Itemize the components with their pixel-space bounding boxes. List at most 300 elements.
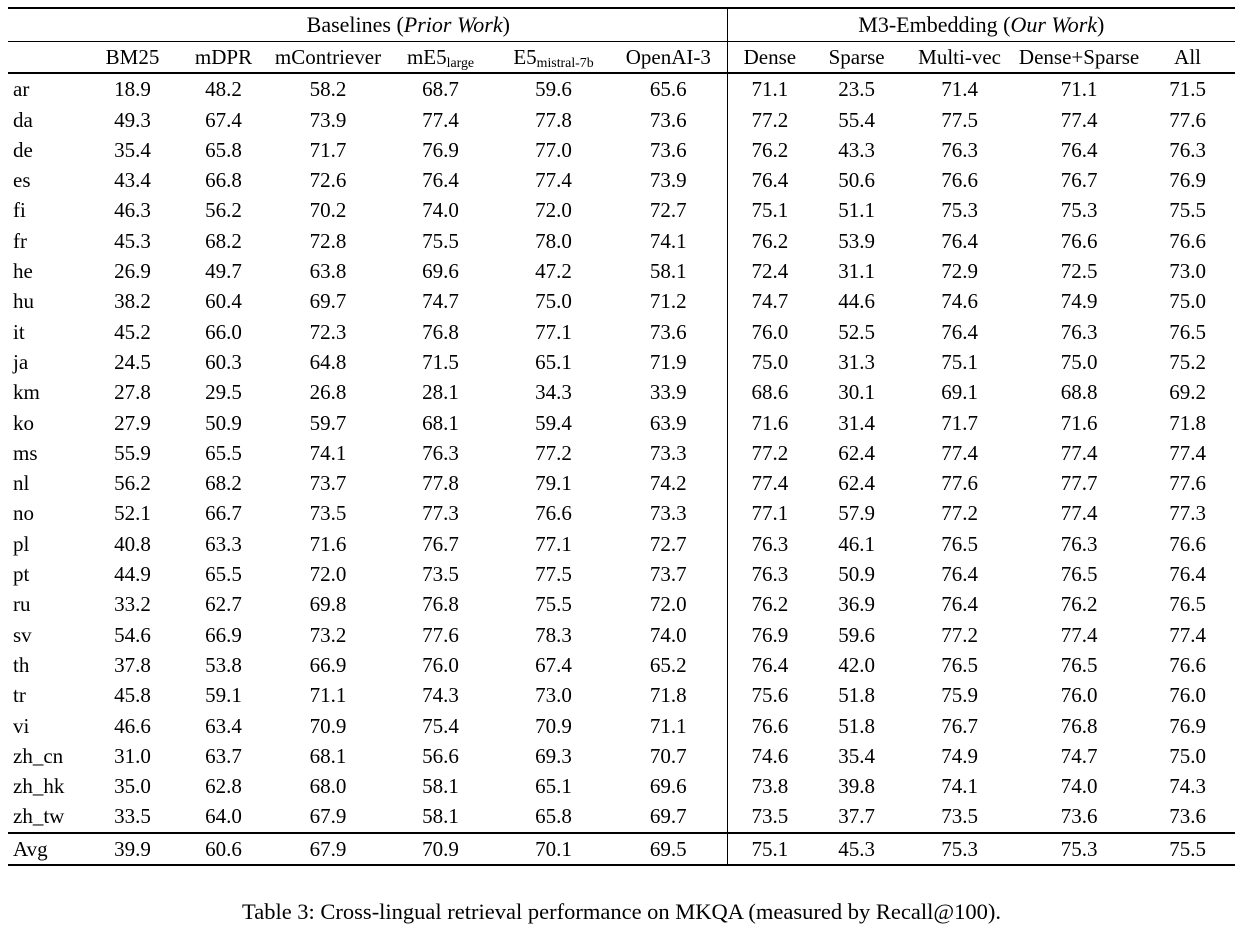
cell-mdpr: 53.8	[205, 652, 242, 677]
cell-sparse: 57.9	[838, 501, 875, 526]
cell-all: 76.9	[1169, 168, 1206, 193]
cell-dense: 74.7	[727, 286, 812, 316]
cell-e5-mistral-7b: 65.8	[535, 804, 572, 829]
cell-openai-3: 72.0	[649, 592, 687, 617]
cell-bm25: 55.9	[114, 440, 151, 465]
cell-mcontriever: 69.7	[309, 289, 347, 314]
cell-bm25: 46.3	[114, 198, 151, 223]
cell-bm25: 33.5	[114, 804, 151, 829]
table-row	[8, 741, 1235, 771]
cell-dense-plus-sparse: 75.0	[1060, 349, 1098, 374]
cell-me5-large: 71.5	[422, 349, 459, 374]
cell-mdpr: 59.1	[205, 683, 242, 708]
cell-dense: 76.2	[727, 589, 812, 619]
table-row	[8, 771, 1235, 801]
cell-me5-large: 76.4	[422, 168, 459, 193]
row-language-label: fi	[13, 198, 26, 223]
cell-multi-vec: 76.5	[941, 652, 978, 677]
cell-bm25: 33.2	[114, 592, 151, 617]
cell-me5-large: 56.6	[422, 743, 459, 768]
cell-multi-vec: 71.7	[941, 410, 978, 435]
cell-e5-mistral-7b: 76.6	[535, 501, 572, 526]
cell-multi-vec: 76.4	[941, 319, 978, 344]
cell-sparse: 59.6	[838, 622, 875, 647]
cell-openai-3: 72.7	[649, 198, 687, 223]
cell-multi-vec: 76.7	[941, 713, 978, 738]
cell-mdpr: 64.0	[205, 804, 242, 829]
cell-dense: 74.6	[727, 741, 812, 771]
cell-me5-large: 70.9	[384, 833, 497, 865]
cell-openai-3: 69.6	[649, 774, 687, 799]
row-language-label: vi	[13, 713, 30, 738]
cell-multi-vec: 74.1	[941, 774, 978, 799]
cell-bm25: 39.9	[90, 833, 175, 865]
cell-sparse: 30.1	[838, 380, 875, 405]
cell-dense: 75.0	[727, 347, 812, 377]
cell-sparse: 39.8	[838, 774, 875, 799]
row-language-label: sv	[13, 622, 32, 647]
cell-dense: 73.8	[727, 771, 812, 801]
cell-e5-mistral-7b: 77.1	[535, 319, 572, 344]
cell-mdpr: 60.4	[205, 289, 242, 314]
cell-dense: 77.2	[727, 105, 812, 135]
row-language-label: zh_cn	[13, 743, 64, 768]
table-row	[8, 468, 1235, 498]
table-row	[8, 377, 1235, 407]
group-header-m3-embedding	[727, 8, 1235, 42]
cell-bm25: 38.2	[114, 289, 151, 314]
cell-dense-plus-sparse: 71.6	[1060, 410, 1098, 435]
cell-e5-mistral-7b: 69.3	[535, 743, 572, 768]
cell-me5-large: 58.1	[422, 774, 459, 799]
cell-multi-vec: 77.4	[941, 440, 978, 465]
cell-openai-3: 73.6	[649, 137, 687, 162]
cell-all: 75.0	[1169, 743, 1206, 768]
cell-sparse: 50.9	[838, 562, 875, 587]
cell-mcontriever: 66.9	[309, 652, 347, 677]
table-row	[8, 347, 1235, 377]
cell-mdpr: 48.2	[205, 77, 242, 102]
table-row	[8, 226, 1235, 256]
cell-dense-plus-sparse: 76.3	[1060, 531, 1098, 556]
cell-bm25: 35.0	[114, 774, 151, 799]
col-header-multi-vec: Multi-vec	[901, 42, 1018, 74]
cell-dense-plus-sparse: 77.4	[1060, 440, 1098, 465]
cell-openai-3: 74.2	[649, 471, 687, 496]
cell-mcontriever: 72.0	[309, 562, 347, 587]
cell-sparse: 51.8	[838, 683, 875, 708]
cell-openai-3: 33.9	[649, 380, 687, 405]
cell-bm25: 43.4	[114, 168, 151, 193]
cell-all: 76.0	[1169, 683, 1206, 708]
cell-bm25: 46.6	[114, 713, 151, 738]
cell-dense-plus-sparse: 77.4	[1060, 501, 1098, 526]
cell-e5-mistral-7b: 77.0	[535, 137, 572, 162]
cell-dense-plus-sparse: 76.3	[1060, 319, 1098, 344]
cell-multi-vec: 76.3	[941, 137, 978, 162]
cell-e5-mistral-7b: 59.4	[535, 410, 572, 435]
cell-bm25: 45.8	[114, 683, 151, 708]
cell-all: 74.3	[1169, 774, 1206, 799]
cell-me5-large: 74.0	[422, 198, 459, 223]
table-row	[8, 256, 1235, 286]
cell-mdpr: 63.3	[205, 531, 242, 556]
cell-openai-3: 65.6	[649, 77, 687, 102]
row-language-label: fr	[13, 228, 27, 253]
cell-bm25: 24.5	[114, 349, 151, 374]
row-language-label: hu	[13, 289, 34, 314]
cell-all: 77.4	[1169, 622, 1206, 647]
row-language-label: tr	[13, 683, 26, 708]
cell-mcontriever: 67.9	[309, 804, 347, 829]
cell-sparse: 44.6	[838, 289, 875, 314]
cell-openai-3: 72.7	[649, 531, 687, 556]
cell-sparse: 46.1	[838, 531, 875, 556]
cell-openai-3: 71.1	[649, 713, 687, 738]
cell-e5-mistral-7b: 77.5	[535, 562, 572, 587]
cell-me5-large: 77.3	[422, 501, 459, 526]
cell-all: 75.5	[1140, 833, 1235, 865]
cell-openai-3: 74.0	[649, 622, 687, 647]
col-header-dense: Dense	[727, 42, 812, 74]
cell-e5-mistral-7b: 77.8	[535, 107, 572, 132]
cell-sparse: 42.0	[838, 652, 875, 677]
table-row	[8, 498, 1235, 528]
col-header-lang	[8, 42, 90, 74]
cell-multi-vec: 75.1	[941, 349, 978, 374]
cell-mdpr: 68.2	[205, 471, 242, 496]
cell-all: 76.6	[1169, 531, 1206, 556]
cell-sparse: 62.4	[838, 440, 875, 465]
cell-dense: 76.9	[727, 620, 812, 650]
cell-dense: 75.6	[727, 680, 812, 710]
cell-e5-mistral-7b: 59.6	[535, 77, 572, 102]
cell-dense-plus-sparse: 77.7	[1060, 471, 1098, 496]
cell-all: 76.5	[1169, 592, 1206, 617]
cell-mdpr: 65.8	[205, 137, 242, 162]
cell-all: 75.5	[1169, 198, 1206, 223]
cell-sparse: 36.9	[838, 592, 875, 617]
cell-mdpr: 66.8	[205, 168, 242, 193]
cell-me5-large: 74.3	[422, 683, 459, 708]
row-language-label: ru	[13, 592, 31, 617]
row-language-label: de	[13, 137, 33, 162]
cell-me5-large: 75.4	[422, 713, 459, 738]
cell-me5-large: 68.1	[422, 410, 459, 435]
cell-openai-3: 73.6	[649, 107, 687, 132]
cell-e5-mistral-7b: 75.5	[535, 592, 572, 617]
cell-dense-plus-sparse: 74.7	[1060, 743, 1098, 768]
cell-mdpr: 50.9	[205, 410, 242, 435]
cell-dense-plus-sparse: 76.4	[1060, 137, 1098, 162]
cell-e5-mistral-7b: 79.1	[535, 471, 572, 496]
cell-e5-mistral-7b: 72.0	[535, 198, 572, 223]
cell-e5-mistral-7b: 77.1	[535, 531, 572, 556]
cell-e5-mistral-7b: 70.1	[497, 833, 610, 865]
cell-dense: 76.2	[727, 135, 812, 165]
table-row	[8, 711, 1235, 741]
cell-me5-large: 75.5	[422, 228, 459, 253]
row-language-label: Avg	[8, 833, 90, 865]
cell-openai-3: 71.9	[649, 349, 687, 374]
col-header-openai-3: OpenAI-3	[610, 42, 727, 74]
cell-dense: 75.1	[727, 833, 812, 865]
cell-bm25: 45.2	[114, 319, 151, 344]
cell-e5-mistral-7b: 78.0	[535, 228, 572, 253]
table-row	[8, 408, 1235, 438]
table-row	[8, 105, 1235, 135]
table-row	[8, 801, 1235, 832]
cell-me5-large: 69.6	[422, 259, 459, 284]
cell-mcontriever: 64.8	[309, 349, 347, 374]
cell-mdpr: 56.2	[205, 198, 242, 223]
cell-sparse: 52.5	[838, 319, 875, 344]
cell-openai-3: 73.7	[649, 562, 687, 587]
col-header-mcontriever: mContriever	[272, 42, 384, 74]
cell-openai-3: 69.7	[649, 804, 687, 829]
cell-me5-large: 76.7	[422, 531, 459, 556]
row-language-label: th	[13, 652, 30, 677]
group-baselines-suffix: )	[502, 12, 510, 37]
cell-e5-mistral-7b: 77.2	[535, 440, 572, 465]
cell-bm25: 45.3	[114, 228, 151, 253]
cell-dense: 76.3	[727, 529, 812, 559]
table-row	[8, 620, 1235, 650]
cell-all: 69.2	[1169, 380, 1206, 405]
cell-dense-plus-sparse: 76.8	[1060, 713, 1098, 738]
cell-sparse: 37.7	[838, 804, 875, 829]
cell-mdpr: 66.7	[205, 501, 242, 526]
cell-mcontriever: 59.7	[309, 410, 347, 435]
cell-e5-mistral-7b: 67.4	[535, 652, 572, 677]
cell-dense: 76.0	[727, 317, 812, 347]
row-language-label: pl	[13, 531, 30, 556]
cell-me5-large: 68.7	[422, 77, 459, 102]
cell-openai-3: 73.3	[649, 440, 687, 465]
cell-me5-large: 58.1	[422, 804, 459, 829]
row-language-label: zh_tw	[13, 804, 65, 829]
cell-mcontriever: 73.2	[309, 622, 347, 647]
cell-sparse: 45.3	[812, 833, 901, 865]
cell-me5-large: 76.0	[422, 652, 459, 677]
row-language-label: es	[13, 168, 31, 193]
cell-me5-large: 28.1	[422, 380, 459, 405]
cell-multi-vec: 77.5	[941, 107, 978, 132]
row-language-label: pt	[13, 562, 30, 587]
col-header-dense-plus-sparse: Dense+Sparse	[1018, 42, 1140, 74]
cell-me5-large: 73.5	[422, 562, 459, 587]
cell-sparse: 35.4	[838, 743, 875, 768]
cell-mcontriever: 71.1	[309, 683, 347, 708]
cell-multi-vec: 73.5	[941, 804, 978, 829]
col-header-e5-mistral-7b: $E5_{mistral-7b}$	[497, 42, 610, 74]
cell-mcontriever: 72.6	[309, 168, 347, 193]
cell-multi-vec: 74.9	[941, 743, 978, 768]
row-language-label: nl	[13, 471, 30, 496]
cell-openai-3: 69.5	[610, 833, 727, 865]
cell-openai-3: 71.2	[649, 289, 687, 314]
cell-sparse: 50.6	[838, 168, 875, 193]
cell-multi-vec: 76.5	[941, 531, 978, 556]
cell-dense: 77.2	[727, 438, 812, 468]
cell-mcontriever: 72.8	[309, 228, 347, 253]
cell-mcontriever: 72.3	[309, 319, 347, 344]
cell-mdpr: 49.7	[205, 259, 242, 284]
col-header-mdpr: mDPR	[175, 42, 272, 74]
table-row	[8, 438, 1235, 468]
row-language-label: zh_hk	[13, 774, 65, 799]
cell-openai-3: 65.2	[649, 652, 687, 677]
cell-sparse: 51.8	[838, 713, 875, 738]
cell-dense-plus-sparse: 76.0	[1060, 683, 1098, 708]
row-language-label: it	[13, 319, 25, 344]
cell-dense-plus-sparse: 73.6	[1060, 804, 1098, 829]
cell-mcontriever: 74.1	[309, 440, 347, 465]
row-language-label: he	[13, 259, 33, 284]
cell-dense: 72.4	[727, 256, 812, 286]
cell-bm25: 31.0	[114, 743, 151, 768]
cell-all: 75.2	[1169, 349, 1206, 374]
group-m3-prefix: M3-Embedding (	[858, 12, 1011, 37]
col-header-bm25: BM25	[90, 42, 175, 74]
cell-all: 71.5	[1169, 77, 1206, 102]
cell-mdpr: 62.7	[205, 592, 242, 617]
group-m3-suffix: )	[1097, 12, 1105, 37]
group-header-row	[8, 8, 1235, 42]
cell-sparse: 31.1	[838, 259, 875, 284]
cell-bm25: 54.6	[114, 622, 151, 647]
table-row	[8, 73, 1235, 104]
cell-dense: 76.6	[727, 711, 812, 741]
cell-all: 77.6	[1169, 471, 1206, 496]
cell-dense: 77.4	[727, 468, 812, 498]
cell-openai-3: 73.3	[649, 501, 687, 526]
cell-me5-large: 76.3	[422, 440, 459, 465]
cell-e5-mistral-7b: 75.0	[535, 289, 572, 314]
table-row	[8, 589, 1235, 619]
cell-e5-mistral-7b: 78.3	[535, 622, 572, 647]
column-header-row	[8, 42, 1235, 74]
cell-openai-3: 73.6	[649, 319, 687, 344]
cell-all: 73.6	[1169, 804, 1206, 829]
cell-dense: 76.2	[727, 226, 812, 256]
table-body	[8, 73, 1235, 865]
cell-e5-mistral-7b: 65.1	[535, 349, 572, 374]
cell-openai-3: 70.7	[649, 743, 687, 768]
cell-dense-plus-sparse: 74.9	[1060, 289, 1098, 314]
table-row	[8, 286, 1235, 316]
cell-mdpr: 67.4	[205, 107, 242, 132]
cell-bm25: 44.9	[114, 562, 151, 587]
cell-bm25: 35.4	[114, 137, 151, 162]
cell-mcontriever: 70.9	[309, 713, 347, 738]
cell-mcontriever: 71.7	[309, 137, 347, 162]
cell-dense-plus-sparse: 75.3	[1060, 198, 1098, 223]
cell-mcontriever: 67.9	[272, 833, 384, 865]
cell-all: 77.3	[1169, 501, 1206, 526]
cell-dense-plus-sparse: 72.5	[1060, 259, 1098, 284]
cell-dense-plus-sparse: 76.5	[1060, 652, 1098, 677]
cell-dense-plus-sparse: 76.6	[1060, 228, 1098, 253]
cell-mcontriever: 73.7	[309, 471, 347, 496]
cell-e5-mistral-7b: 77.4	[535, 168, 572, 193]
cell-mdpr: 62.8	[205, 774, 242, 799]
cell-mcontriever: 63.8	[309, 259, 347, 284]
me5-subscript: large	[446, 55, 475, 71]
col-header-sparse: Sparse	[812, 42, 901, 74]
cell-sparse: 23.5	[838, 77, 875, 102]
row-language-label: ko	[13, 410, 34, 435]
cell-e5-mistral-7b: 34.3	[535, 380, 572, 405]
cell-e5-mistral-7b: 47.2	[535, 259, 572, 284]
cell-mdpr: 29.5	[205, 380, 242, 405]
cell-multi-vec: 75.3	[941, 198, 978, 223]
paper-page	[0, 7, 1243, 940]
cell-sparse: 51.1	[838, 198, 875, 223]
cell-all: 75.0	[1169, 289, 1206, 314]
cell-sparse: 31.3	[838, 349, 875, 374]
cell-all: 76.5	[1169, 319, 1206, 344]
cell-bm25: 18.9	[114, 77, 151, 102]
cell-bm25: 37.8	[114, 652, 151, 677]
cell-mdpr: 60.3	[205, 349, 242, 374]
table-row	[8, 529, 1235, 559]
cell-multi-vec: 77.2	[941, 622, 978, 647]
group-baselines-italic: Prior Work	[403, 12, 503, 37]
cell-bm25: 52.1	[114, 501, 151, 526]
cell-dense-plus-sparse: 75.3	[1018, 833, 1140, 865]
table-row	[8, 135, 1235, 165]
cell-dense-plus-sparse: 71.1	[1060, 77, 1098, 102]
cell-openai-3: 74.1	[649, 228, 687, 253]
col-header-all: All	[1140, 42, 1235, 74]
cell-dense-plus-sparse: 76.7	[1060, 168, 1098, 193]
cell-multi-vec: 77.6	[941, 471, 978, 496]
cell-dense-plus-sparse: 77.4	[1060, 107, 1098, 132]
cell-sparse: 43.3	[838, 137, 875, 162]
cell-dense: 77.1	[727, 498, 812, 528]
cell-multi-vec: 75.9	[941, 683, 978, 708]
cell-mcontriever: 68.1	[309, 743, 347, 768]
row-language-label: ar	[13, 77, 30, 102]
cell-dense-plus-sparse: 68.8	[1060, 380, 1098, 405]
cell-dense-plus-sparse: 77.4	[1060, 622, 1098, 647]
group-header-baselines	[90, 8, 727, 42]
cell-openai-3: 73.9	[649, 168, 687, 193]
cell-me5-large: 77.6	[422, 622, 459, 647]
row-language-label: no	[13, 501, 34, 526]
cell-multi-vec: 77.2	[941, 501, 978, 526]
cell-all: 76.4	[1169, 562, 1206, 587]
table-row	[8, 559, 1235, 589]
cell-dense-plus-sparse: 76.2	[1060, 592, 1098, 617]
cell-multi-vec: 71.4	[941, 77, 978, 102]
group-header-blank	[8, 8, 90, 42]
cell-mcontriever: 71.6	[309, 531, 347, 556]
cell-mdpr: 63.7	[205, 743, 242, 768]
cell-multi-vec: 76.4	[941, 592, 978, 617]
cell-bm25: 26.9	[114, 259, 151, 284]
cell-mcontriever: 68.0	[309, 774, 347, 799]
table-row	[8, 165, 1235, 195]
row-language-label: da	[13, 107, 33, 132]
cell-sparse: 55.4	[838, 107, 875, 132]
cell-dense: 71.1	[727, 73, 812, 104]
cell-sparse: 62.4	[838, 471, 875, 496]
group-m3-italic: Our Work	[1010, 12, 1098, 37]
avg-row	[8, 833, 1235, 865]
cell-mcontriever: 26.8	[309, 380, 347, 405]
